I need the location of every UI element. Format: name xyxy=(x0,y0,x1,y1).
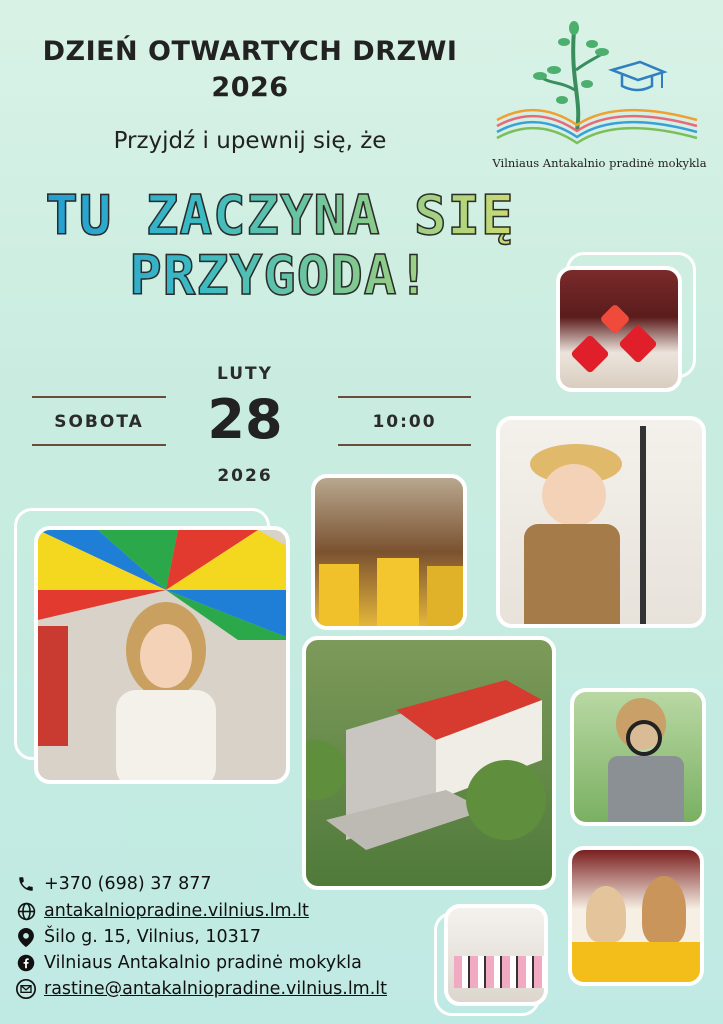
event-time: 10:00 xyxy=(372,412,437,432)
globe-icon xyxy=(16,901,36,921)
photo-children-costumes xyxy=(311,474,467,630)
hero-line-1: TU ZACZYNA SIĘ xyxy=(45,184,515,247)
divider-right-bottom xyxy=(338,444,471,446)
contact-facebook[interactable] xyxy=(16,953,362,973)
website-link[interactable]: antakalniopradine.vilnius.lm.lt xyxy=(44,901,309,921)
divider-left-bottom xyxy=(32,444,166,446)
facebook-icon xyxy=(16,953,36,973)
photo-school-aerial xyxy=(302,636,556,890)
event-month: LUTY xyxy=(217,364,273,384)
photo-girls-braids xyxy=(568,846,704,986)
hero-line-2: PRZYGODA! xyxy=(129,244,431,307)
contact-email[interactable] xyxy=(16,979,387,999)
phone-number: +370 (698) 37 877 xyxy=(44,874,212,894)
photo-boy-with-hat xyxy=(496,416,706,628)
address-text: Šilo g. 15, Vilnius, 10317 xyxy=(44,927,261,947)
divider-right-top xyxy=(338,396,471,398)
facebook-page-name[interactable]: Vilniaus Antakalnio pradinė mokykla xyxy=(44,953,362,973)
event-day: 28 xyxy=(207,388,283,451)
photo-girl-parachute xyxy=(34,526,290,784)
location-pin-icon xyxy=(16,927,36,947)
photo-child-magnifier xyxy=(570,688,706,826)
title-line-2: 2026 xyxy=(211,72,289,103)
school-building-illustration xyxy=(306,640,556,890)
tree-book-logo-icon xyxy=(492,20,707,150)
phone-icon xyxy=(16,874,36,894)
contact-address xyxy=(16,927,261,947)
school-logo xyxy=(492,20,707,180)
divider-left-top xyxy=(32,396,166,398)
event-weekday: SOBOTA xyxy=(54,412,144,432)
photo-children-hall xyxy=(444,904,548,1006)
hero-slogan xyxy=(20,186,540,306)
mail-icon xyxy=(16,979,36,999)
title-line-1: DZIEŃ OTWARTYCH DRZWI xyxy=(42,36,458,67)
school-name: Vilniaus Antakalnio pradinė mokykla xyxy=(492,156,707,170)
email-link[interactable]: rastine@antakalniopradine.vilnius.lm.lt xyxy=(44,979,388,999)
contact-website[interactable] xyxy=(16,901,309,921)
subtitle: Przyjdź i upewnij się, że xyxy=(113,128,387,154)
contact-phone[interactable] xyxy=(16,874,211,894)
event-year: 2026 xyxy=(217,466,273,486)
page-title xyxy=(20,34,480,106)
photo-children-hearts xyxy=(556,266,682,392)
parachute-illustration xyxy=(38,530,290,784)
